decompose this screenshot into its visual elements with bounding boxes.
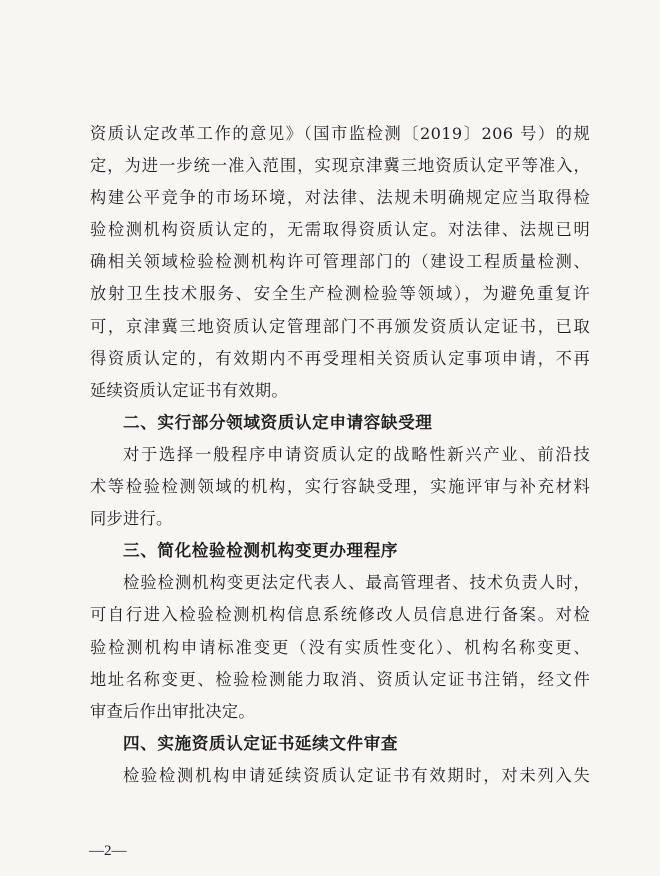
text-line: 定，为进一步统一准入范围，实现京津冀三地资质认定平等准入， bbox=[90, 156, 590, 176]
document-body bbox=[90, 118, 590, 792]
section-heading: 二、实行部分领域资质认定申请容缺受理 bbox=[123, 412, 433, 432]
text-line: 验检测机构资质认定的，无需取得资质认定。对法律、法规已明 bbox=[90, 220, 590, 240]
section-paragraph bbox=[90, 760, 590, 792]
page-number: —2— bbox=[89, 843, 127, 859]
text-line: 检验检测机构变更法定代表人、最高管理者、技术负责人时， bbox=[123, 573, 590, 593]
text-line: 构建公平竞争的市场环境，对法律、法规未明确规定应当取得检 bbox=[90, 188, 590, 208]
text-line: 验检测机构申请标准变更（没有实质性变化）、机构名称变更、 bbox=[90, 637, 590, 657]
text-line: 术等检验检测领域的机构，实行容缺受理，实施评审与补充材料 bbox=[90, 477, 590, 497]
section-heading: 四、实施资质认定证书延续文件审查 bbox=[123, 733, 399, 753]
section-paragraph bbox=[90, 567, 590, 727]
text-line: 延续资质认定证书有效期。 bbox=[90, 380, 288, 400]
section-heading: 三、简化检验检测机构变更办理程序 bbox=[123, 541, 399, 561]
text-line: 确相关领域检验检测机构许可管理部门的（建设工程质量检测、 bbox=[90, 252, 590, 272]
text-line: 同步进行。 bbox=[90, 509, 173, 529]
text-line: 审查后作出审批决定。 bbox=[90, 701, 255, 721]
section-paragraph bbox=[90, 439, 590, 535]
paragraph-continuation bbox=[90, 118, 590, 407]
text-line: 得资质认定的，有效期内不再受理相关资质认定事项申请，不再 bbox=[90, 348, 590, 368]
text-line: 检验检测机构申请延续资质认定证书有效期时，对未列入失 bbox=[123, 765, 590, 785]
text-line: 对于选择一般程序申请资质认定的战略性新兴产业、前沿技 bbox=[123, 444, 590, 464]
text-line: 资质认定改革工作的意见》（国市监检测〔2019〕206 号）的规 bbox=[90, 124, 590, 143]
text-line: 可自行进入检验检测机构信息系统修改人员信息进行备案。对检 bbox=[90, 605, 590, 625]
text-line: 放射卫生技术服务、安全生产检测检验等领域），为避免重复许 bbox=[90, 284, 590, 304]
text-line: 地址名称变更、检验检测能力取消、资质认定证书注销，经文件 bbox=[90, 669, 590, 689]
text-line: 可，京津冀三地资质认定管理部门不再颁发资质认定证书，已取 bbox=[90, 316, 590, 336]
